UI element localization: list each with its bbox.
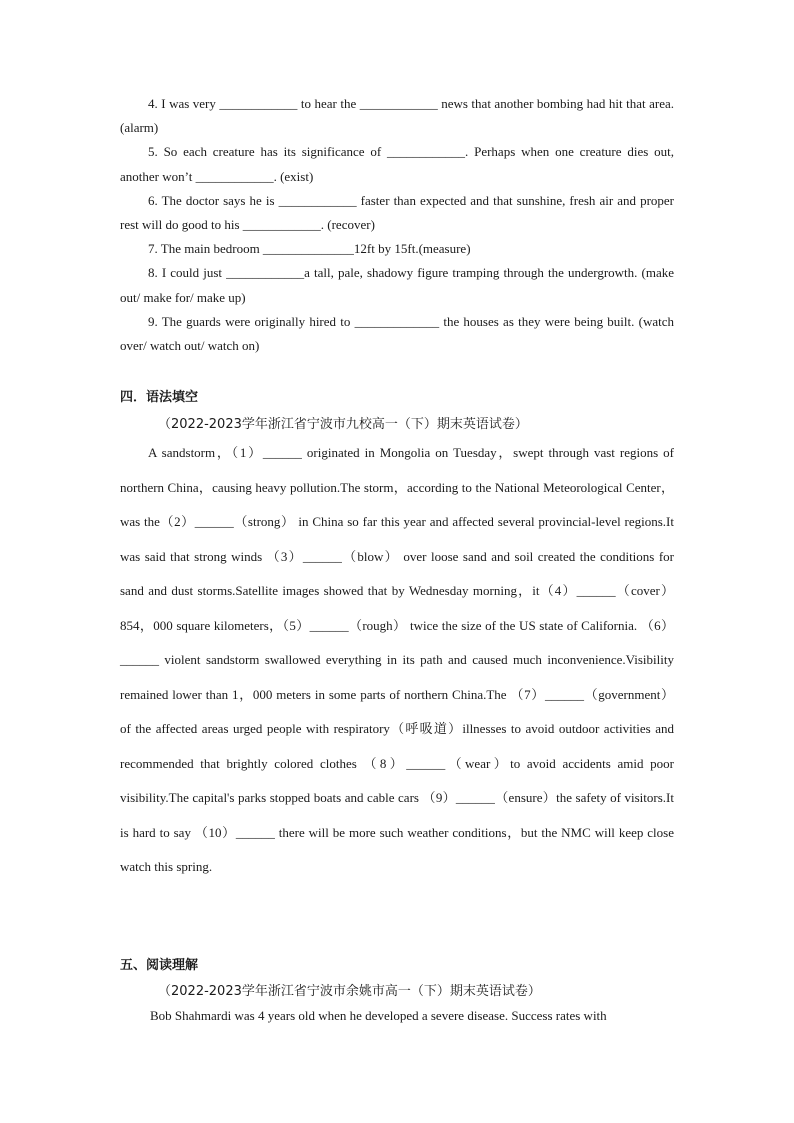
reading-passage xyxy=(120,1004,674,1028)
question-6: 6. The doctor says he is ____________ faster than expected and that sunshine, fresh air and proper rest will do good to his ____________. (recover) xyxy=(120,192,674,233)
section-heading-reading: 五、阅读理解 xyxy=(120,958,199,973)
question-5: 5. So each creature has its significance of ____________. Perhaps when one creature dies out, another won’t ____________. (exist) xyxy=(120,144,674,184)
section-source-grammar: （2022-2023学年浙江省宁波市九校高一（下）期末英语试卷） xyxy=(158,417,528,432)
reading-first-line: Bob Shahmardi was 4 years old when he developed a severe disease. Success rates with xyxy=(150,1008,607,1023)
question-4: 4. I was very ____________ to hear the ____________ news that another bombing had hit that area. (alarm) xyxy=(120,96,674,136)
passage-text: A sandstorm，（1）______ originated in Mongolia on Tuesday，swept through vast regions of northern China，causing heavy pollution.The storm，according to the National Meteorological Center，was the（2）______（strong） in China so far this year and affected several provincial-level regions.It was said that strong winds （3）______（blow） over loose sand and soil created the conditions for sand and dust storms.Satellite images showed that by Wednesday morning，it（4）______（cover） 854，000 square kilometers，（5）______（rough） twice the size of the US state of California. （6）______ violent sandstorm swallowed everything in its path and caused much inconvenience.Visibility remained lower than 1，000 meters in some parts of northern China.The （7）______（government） of the affected areas urged people with respiratory（呼吸道）illnesses to avoid outdoor activities and recommended that brightly colored clothes （8）______（wear）to avoid accidents amid poor visibility.The capital's parks stopped boats and cable cars （9）______（ensure）the safety of visitors.It is hard to say （10）______ there will be more such weather conditions，but the NMC will keep close watch this spring. xyxy=(120,445,674,874)
question-9: 9. The guards were originally hired to _____________ the houses as they were being built. (watch over/ watch out/ watch on) xyxy=(120,313,674,354)
question-7: 7. The main bedroom ______________12ft by 15ft.(measure) xyxy=(148,241,471,257)
grammar-passage xyxy=(120,436,674,885)
vocabulary-questions xyxy=(120,92,674,358)
section-heading-grammar: 四．语法填空 xyxy=(120,390,199,405)
section-source-reading: （2022-2023学年浙江省宁波市余姚市高一（下）期末英语试卷） xyxy=(158,984,541,999)
question-8: 8. I could just ____________a tall, pale, shadowy figure tramping through the undergrowth. (make out/ make for/ make up) xyxy=(120,265,674,305)
